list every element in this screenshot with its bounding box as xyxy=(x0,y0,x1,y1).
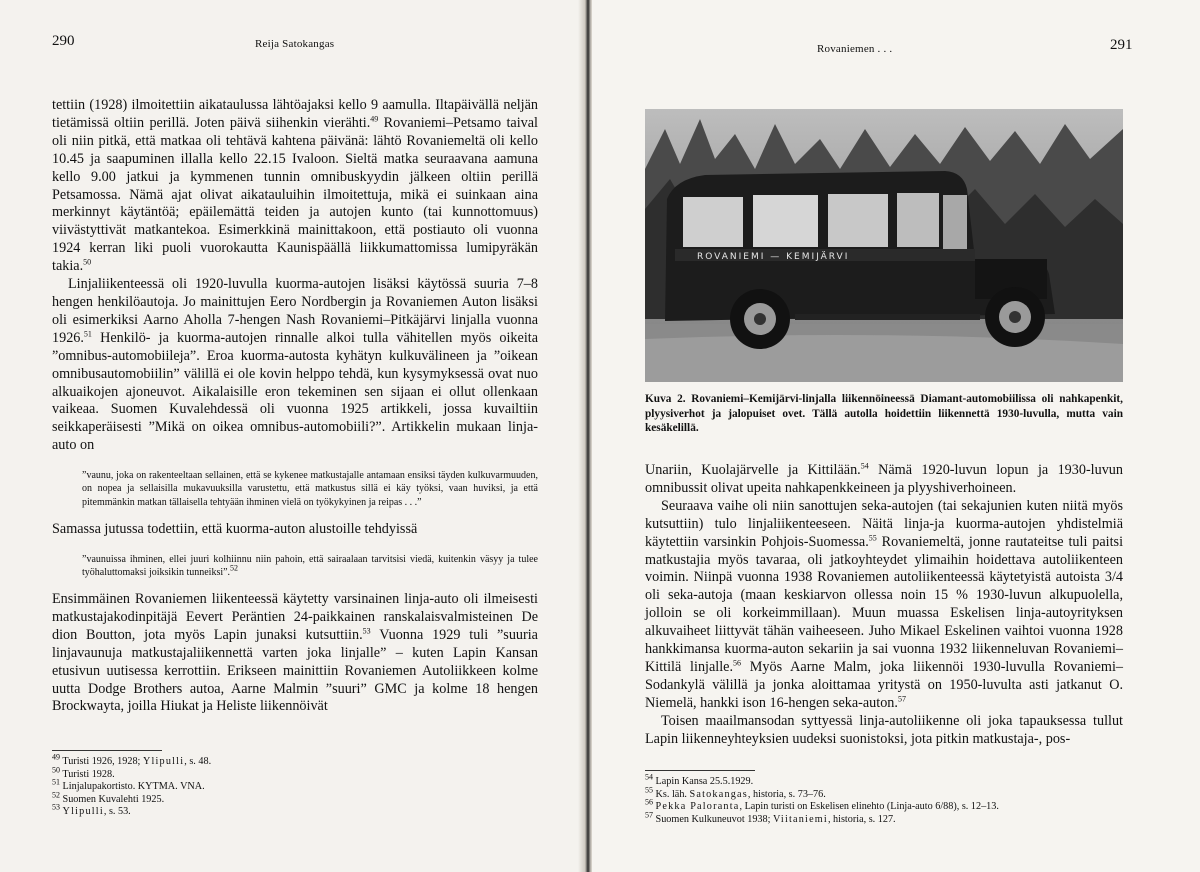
footnote-ref: 52 xyxy=(230,563,239,573)
footnote-ref: 55 xyxy=(868,532,877,542)
right-footnotes xyxy=(645,772,999,826)
footnote-ref: 56 xyxy=(733,658,741,668)
footnote-rule xyxy=(645,770,755,771)
right-page xyxy=(592,0,1200,872)
footnote: $^{49}$ Turisti 1926, 1928; Ylipulli, s. 48. xyxy=(52,752,212,767)
footnote-ref: 50 xyxy=(83,257,92,267)
paragraph: tettiin (1928) ilmoitettiin aikataulussa lähtöajaksi kello 9 aamulla. Iltapäivällä neljän tietämissä oltiin perillä. Joten päivä siihenkin vierähti.$^{49}$ Rovaniemi–Petsamo taival oli niin pitkä, että matkaa oli tehtävä kahtena päivänä: lähtö Rovaniemeltä oli kello 10.45 ja saapuminen illalla kello 22.15 Ivaloon. Sieltä matka seuraavana aamuna kello 9.00 jatkui ja kymmenen tunnin omnibuskyydin jälkeen oltiin perillä Petsamossa. Nämä ajat olivat aikatauluihin ilmoitettuja, mikä ei suinkaan aina merkinnyt käytäntöä; epäilemättä teiden ja autojen kunto (tai kunnottomuus) viivästyttivät matkantekoa. Esimerkkinä mainittakoon, että postiauto oli vuonna 1924 kerran liki puoli vuorokautta Kaunispäällä liikkumattomissa lumipyräkän takia.$^{50}$ xyxy=(52,97,539,275)
footnote-ref: 49 xyxy=(370,114,379,124)
left-footnotes xyxy=(52,752,212,819)
left-body-text xyxy=(52,97,538,716)
bus-photo xyxy=(645,109,1123,382)
footnote-rule xyxy=(52,750,162,751)
right-body-text xyxy=(645,462,1123,749)
running-head-left: Reija Satokangas xyxy=(255,38,335,50)
running-head-right: Rovaniemen . . . xyxy=(817,43,893,55)
paragraph: Samassa jutussa todettiin, että kuorma-auton alustoille tehdyissä xyxy=(52,520,418,537)
footnote: $^{52}$ Suomen Kuvalehti 1925. xyxy=(52,790,165,805)
page-number-right: 291 xyxy=(1110,37,1133,53)
footnote: $^{50}$ Turisti 1928. xyxy=(52,765,115,780)
footnote: $^{57}$ Suomen Kulkuneuvot 1938; Viitaniemi, historia, s. 127. xyxy=(645,810,896,825)
left-page xyxy=(0,0,588,872)
footnote-ref: 51 xyxy=(83,329,92,339)
footnote: $^{51}$ Linjalupakortisto. KYTMA. VNA. xyxy=(52,777,205,793)
paragraph: Seuraava vaihe oli niin sanottujen seka-autojen (tai sekajunien kuten niitä myös kutsuttiin) tulo linjaliikenteeseen. Näitä linja-ja kuorma-autojen yhdistelmiä käytettiin varsinkin Pohjois-Suomessa.$^{55}$ Rovaniemeltä, jonne rautateitse tuli paitsi matkustajia myös tavaraa, oli jatkoyhteydet ylimaihin hoidettava autoliikenteen voimin. Niinpä vuonna 1938 Rovaniemen autoliikenteessä käytetyistä autoista 3/4 oli seka-autoja (maan keskiarvon ollessa noin 15 % 1930-luvun alkupuolella, jolloin se oli korkeimmillaan). Muun muassa Eskelisen linja-autoyrityksen alkuvaiheet liittyvät tähän vaiheeseen. Juho Mikael Eskelinen vaihtoi vuonna 1928 hankkimansa kuorma-auton sekariin ja sai vuonna 1932 liikenneluvan Rovaniemi–Kittilä linjalle.$^{56}$ Myös Aarne Malm, joka liikennöi 1930-luvulla Rovaniemi–Sodankylä välillä ja jonka aloittamaa yritystä on 1950-luvulta asti jatkanut O. Niemelä, hankki ison 16-hengen seka-auton.$^{57}$ xyxy=(645,497,1124,711)
paragraph: Linjaliikenteessä oli 1920-luvulla kuorma-autojen lisäksi käytössä suuria 7–8 hengen henkilöautoja. Jo mainittujen Eero Nordbergin ja Rovaniemen Auton lisäksi oli esimerkiksi Aarno Aholla 7-hengen Nash Rovaniemi–Pitkäjärvi linjalla vuonna 1926.51 Henkilö- ja kuorma-autojen rinnalle alkoi tulla vähitellen myös oikeita ”omnibus-automobiileja”. Eroa kuorma-autosta kyhätyn kulkuvälineen ja ”oikean omnibusautomobiilin” välillä ei ole kovin helppo tehdä, kun kysymyksessä ovat nuo alkuaikojen ajoneuvot. Aikalaisille eron tekeminen sen sijaan ei ollut ollenkaan vaikeaa. Suomen Kuvalehdessä oli vuonna 1925 artikkeli, jossa kuvailtiin seikkaperäisesti ”Mikä on oikea omnibus-automobiili?”. Artikkelin mukaan linja-auto on xyxy=(52,276,538,454)
block-quote: ”vaunu, joka on rakenteeltaan sellainen, että se kykenee matkustajalle antamaan ensiksi täyden kulkuvarmuuden, on nopea ja sellaisilla mukavuuksilla varustettu, että matkustus sillä ei käy työksi, vaan huviksi, ja että pitemmänkin matkan tällaisella tehtyään ihminen vielä on työkykyinen ja reipas . . .” xyxy=(82,470,538,508)
paragraph: Ensimmäinen Rovaniemen liikenteessä käytetty varsinainen linja-auto oli ilmeisesti matkustajakodinpitäjä Eevert Peräntien 24-paikkainen ranskalaisvalmisteinen De dion Boutton, jota myös Lapin junaksi kutsuttiin.$^{53}$ Vuonna 1929 tuli ”suuria linjavaunuja matkustajaliikennettä varten joka linjalle” – kuten Lapin Kansan etusivun uutisessa kerrottiin. Erikseen mainittiin Rovaniemen Autoliikkeen kolme uutta Dodge Brothers autoa, Aarne Malmin ”suuri” GMC ja kolme 18 hengen Brockwayta, joilla Hiukat ja Heliste liikennöivät xyxy=(52,591,538,715)
bus-sign-text: ROVANIEMI — KEMIJÄRVI xyxy=(697,252,850,262)
bus-illustration xyxy=(645,109,1123,382)
page-number-left: 290 xyxy=(52,33,75,49)
footnote: $^{56}$ Pekka Paloranta, Lapin turisti on Eskelisen elinehto (Linja-auto 6/88), s. 12–13. xyxy=(645,797,999,813)
footnote: $^{55}$ Ks. läh. Satokangas, historia, s. 73–76. xyxy=(645,785,826,800)
footnote-ref: 53 xyxy=(362,626,371,636)
paragraph: Unariin, Kuolajärvelle ja Kittilään.$^{54}$ Nämä 1920-luvun lopun ja 1930-luvun omnibussit olivat upeita nahkapenkkeineen ja plyyshiverhoineen. xyxy=(645,461,1123,496)
footnote-ref: 54 xyxy=(860,461,869,471)
block-quote: ”vaunuissa ihminen, ellei juuri kolhiinnu niin pahoin, että sairaalaan tarvitsisi viedä, kuitenkin väsyy ja tulee työhaluttomaksi joiksikin tunneiksi”.$^{52}$ xyxy=(82,553,538,578)
paragraph: Toisen maailmansodan syttyessä linja-autoliikenne oli joka tapauksessa tullut Lapin liikenneyhteyksien uudeksi suonistoksi, jota pitkin matkustaja-, pos- xyxy=(645,712,1123,747)
footnote-ref: 57 xyxy=(897,694,906,704)
footnote: $^{54}$ Lapin Kansa 25.5.1929. xyxy=(645,772,754,787)
photo-caption: Kuva 2. Rovaniemi–Kemijärvi-linjalla liikennöineessä Diamant-automobiilissa oli nahkapenkit, plyysiverhot ja jalopuiset ovet. Tällä autolla hoidettiin liikennettä 1930-luvulla, mutta vain kesäkelillä. xyxy=(645,393,1123,435)
footnote: $^{53}$ Ylipulli, s. 53. xyxy=(52,802,131,818)
